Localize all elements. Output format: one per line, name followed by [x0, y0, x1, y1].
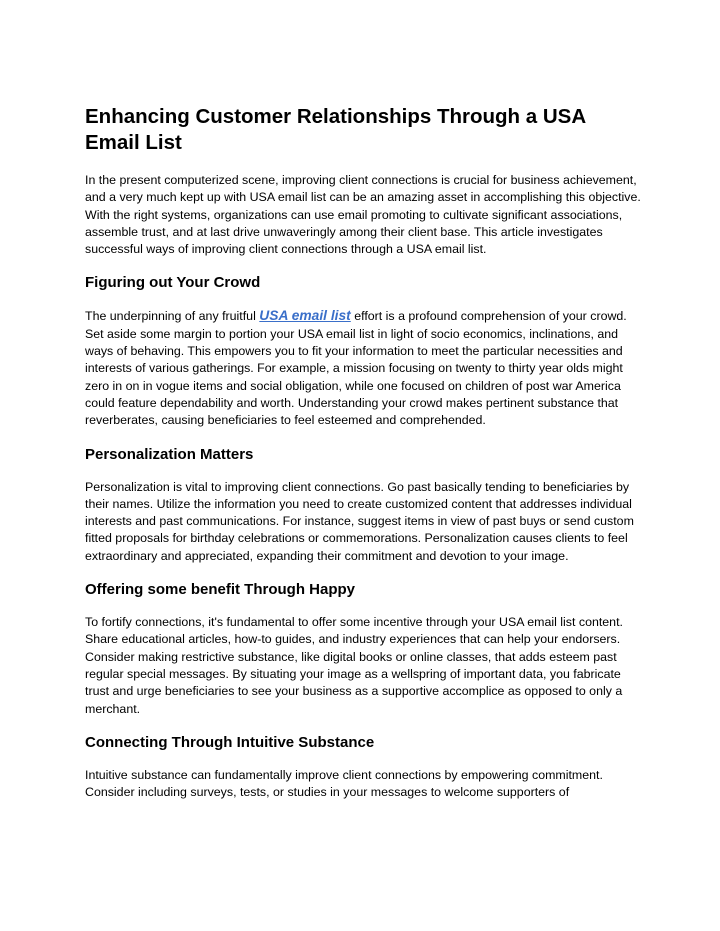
- section-paragraph-benefit: To fortify connections, it's fundamental to offer some incentive through your USA email list content. Share educational articles, how-to guides, and industry experiences that can help your endorsers. Consider making restrictive substance, like digital books or online classes, that adds esteem past regular special messages. By situating your image as a wellspring of important data, you fabricate trust and urge beneficiaries to see your business as a supportive accomplice as opposed to only a merchant.: [85, 615, 623, 716]
- document-body: [85, 104, 641, 801]
- usa-email-list-link[interactable]: USA email list: [259, 308, 351, 324]
- paragraph-text-before-link: The underpinning of any fruitful: [85, 309, 260, 324]
- section-heading-intuitive: Connecting Through Intuitive Substance: [85, 733, 375, 751]
- document-title: Enhancing Customer Relationships Through a USA Email List: [85, 105, 586, 154]
- section-paragraph-intuitive: Intuitive substance can fundamentally improve client connections by empowering commitment. Consider including surveys, tests, or studies in your messages to welcome supporters of: [85, 767, 603, 800]
- section-heading-personalization: Personalization Matters: [85, 445, 254, 463]
- section-paragraph-personalization: Personalization is vital to improving client connections. Go past basically tending to beneficiaries by their names. Utilize the information you need to create customized content that addresses individual interests and past communications. For instance, suggest items in view of past buys or send custom fitted proposals for birthday celebrations or commemorations. Personalization causes clients to feel extraordinary and appreciated, expanding their commitment and devotion to your image.: [85, 479, 634, 563]
- section-heading-benefit: Offering some benefit Through Happy: [85, 581, 356, 599]
- section-paragraph-crowd: [85, 307, 641, 429]
- paragraph-text-after-link: effort is a profound comprehension of your crowd. Set aside some margin to portion your USA email list in light of socio economics, inclinations, and ways of behaving. This empowers you to fit your information to meet the particular necessities and interests of various gatherings. For example, a mission focusing on twenty to thirty year olds might zero in on in vogue items and social obligation, while one focused on children of post war America could feature dependability and worth. Understanding your crowd makes pertinent substance that reverberates, causing beneficiaries to feel esteemed and comprehended.: [85, 309, 627, 428]
- intro-paragraph: In the present computerized scene, improving client connections is crucial for business achievement, and a very much kept up with USA email list can be an amazing asset in accomplishing this objective. With the right systems, organizations can use email promoting to cultivate significant associations, assemble trust, and at last drive unwaveringly among their client base. This article investigates successful ways of improving client connections through a USA email list.: [85, 173, 641, 257]
- section-heading-crowd: Figuring out Your Crowd: [85, 274, 261, 292]
